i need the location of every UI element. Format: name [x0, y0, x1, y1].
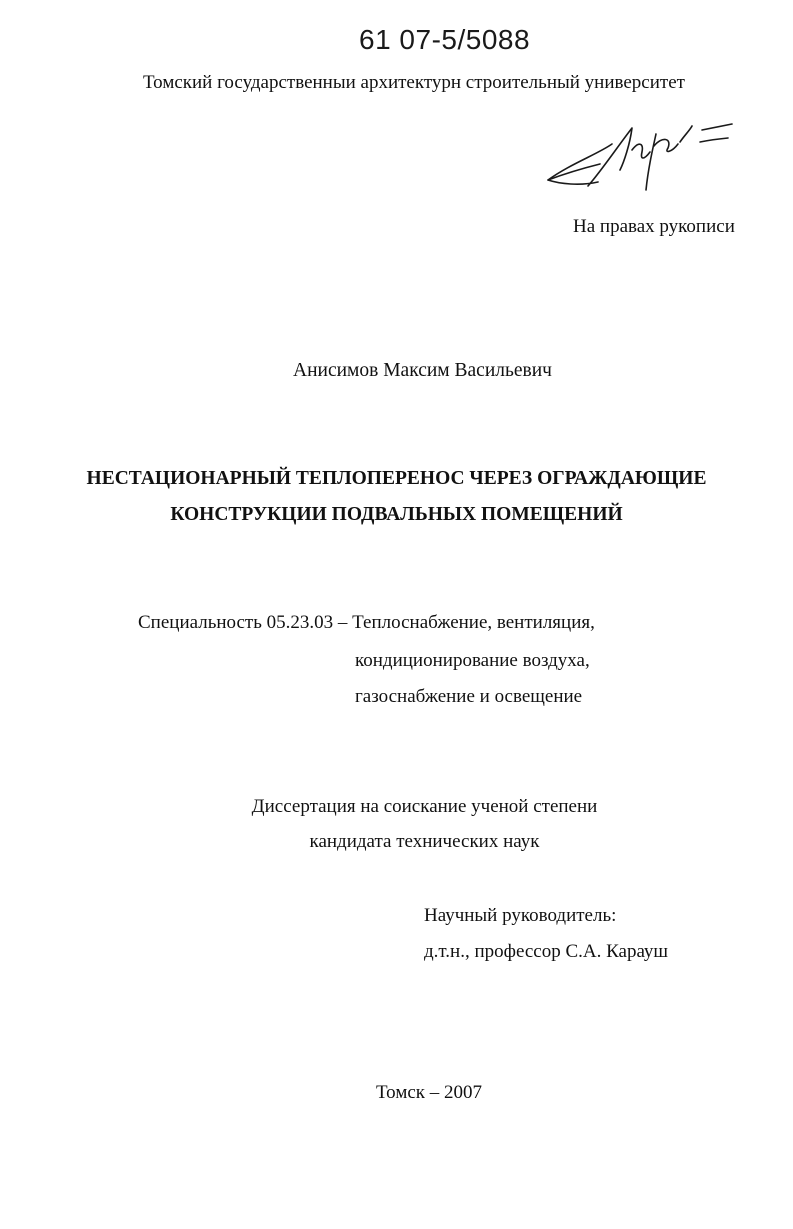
archive-stamp-number: 61 07-5/5088 — [359, 24, 531, 55]
specialty-line-2: кондиционирование воздуха, — [355, 650, 590, 671]
manuscript-rights-note: На правах рукописи — [573, 216, 735, 237]
thesis-title-line-2: КОНСТРУКЦИИ ПОДВАЛЬНЫХ ПОМЕЩЕНИЙ — [170, 504, 623, 525]
dissertation-line-2: кандидата технических наук — [309, 831, 540, 852]
supervisor-label: Научный руководитель: — [424, 905, 617, 926]
city-year: Томск – 2007 — [376, 1082, 483, 1103]
handwritten-signature — [540, 112, 740, 197]
author-name: Анисимов Максим Васильевич — [293, 360, 552, 381]
specialty-line-3: газоснабжение и освещение — [355, 686, 583, 707]
supervisor-name: д.т.н., профессор С.А. Карауш — [424, 941, 669, 962]
dissertation-line-1: Диссертация на соискание ученой степени — [251, 796, 598, 817]
university-name: Томский государственныи архитектурн строительный университет — [143, 72, 685, 93]
thesis-title-line-1: НЕСТАЦИОНАРНЫЙ ТЕПЛОПЕРЕНОС ЧЕРЕЗ ОГРАЖДАЮЩИЕ — [86, 468, 707, 489]
specialty-line-1: Специальность 05.23.03 – Теплоснабжение, вентиляция, — [138, 612, 595, 633]
